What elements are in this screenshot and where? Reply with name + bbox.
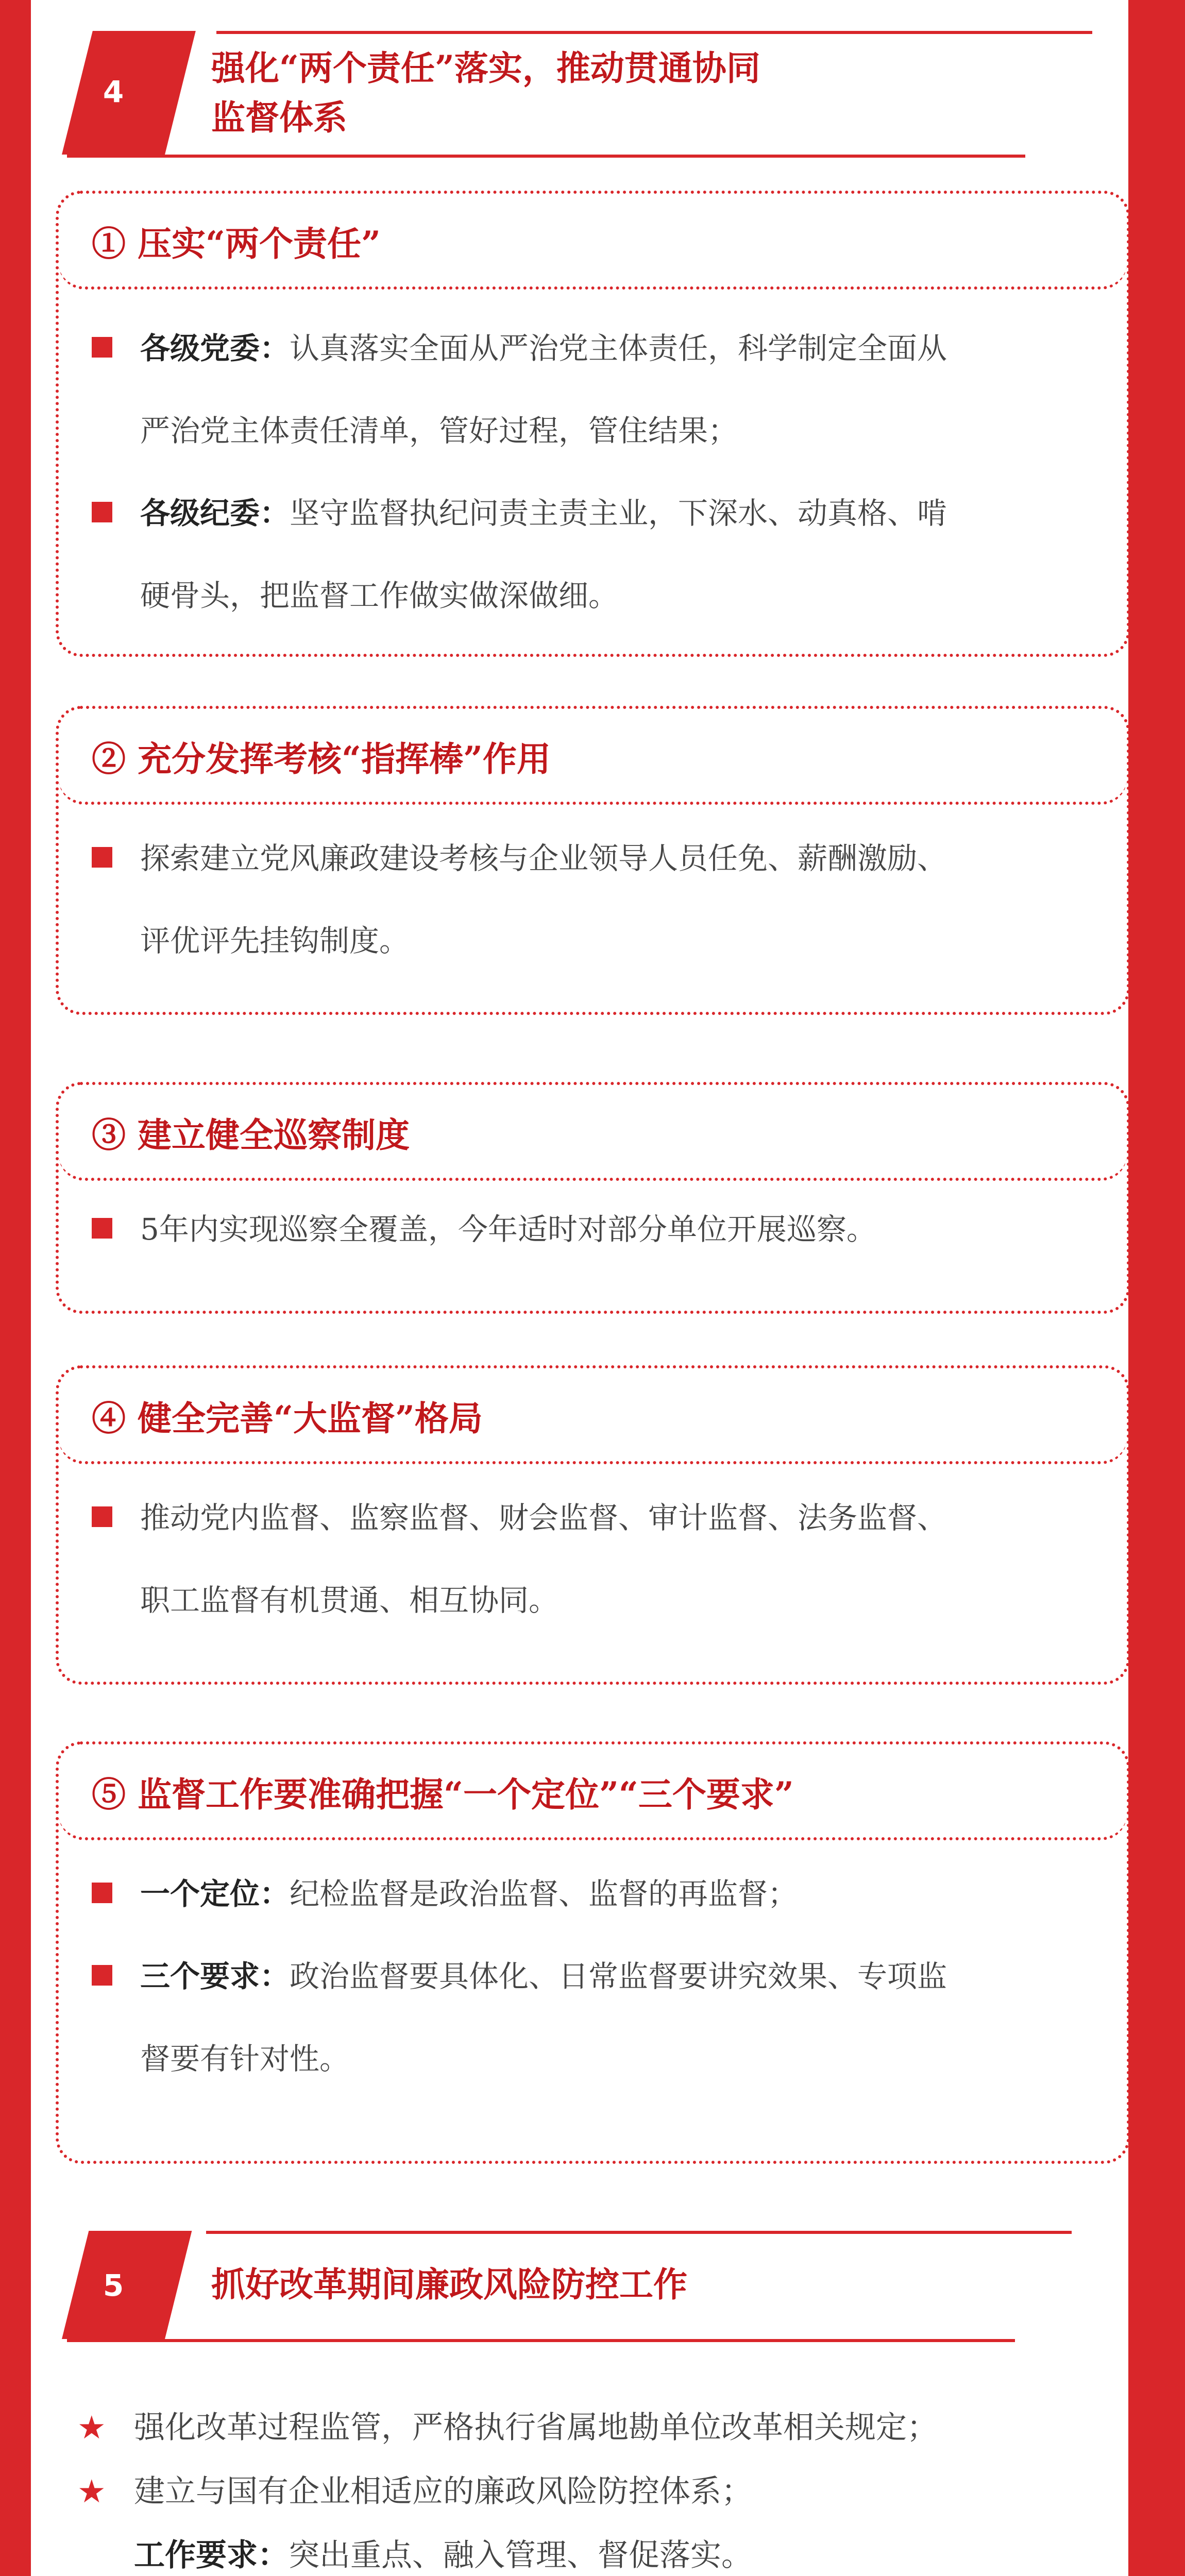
subsection-body: [92, 817, 1106, 982]
section-title-line1: 强化“两个责任”落实，推动贯通协同: [211, 48, 760, 88]
item-text: 推动党内监督、监察监督、财会监督、审计监督、法务监督、: [140, 1500, 947, 1535]
subsection-box-4: [56, 1365, 1130, 1685]
list-item: [92, 1477, 1106, 1641]
list-item: [92, 1188, 1106, 1270]
star-icon: ★: [77, 2409, 106, 2446]
subsection-body: [92, 1477, 1106, 1641]
subsection-title: ② 充分发挥考核“指挥棒”作用: [92, 739, 551, 779]
square-bullet-icon: [92, 1883, 112, 1903]
list-item: [92, 817, 1106, 982]
subsection-title: ⑤ 监督工作要准确把握“一个定位”“三个要求”: [92, 1774, 794, 1815]
item-text: 5年内实现巡察全覆盖，今年适时对部分单位开展巡察。: [140, 1212, 876, 1247]
item-text: 认真落实全面从严治党主体责任，科学制定全面从: [290, 331, 947, 366]
star-icon: ★: [77, 2472, 106, 2510]
section-4-header: [62, 31, 1041, 155]
section-title-line1: 抓好改革期间廉政风险防控工作: [211, 2264, 687, 2304]
item-text: 坚守监督执纪问责主责主业，下深水、动真格、啃: [290, 496, 947, 531]
section-5-list: [77, 2396, 1097, 2576]
subsection-title: ① 压实“两个责任”: [92, 224, 381, 264]
list-item: [92, 472, 1106, 637]
header-rule: [216, 31, 1092, 34]
item-lead: 三个要求：: [140, 1959, 290, 1994]
item-text: 督要有针对性。: [140, 2041, 350, 2076]
header-rule: [67, 155, 1025, 158]
item-lead: 各级纪委：: [140, 496, 290, 531]
square-bullet-icon: [92, 1506, 112, 1527]
item-text: 突出重点、融入管理、督促落实。: [289, 2537, 752, 2573]
list-item: [92, 1935, 1106, 2100]
subsection-title-bar: [59, 194, 1127, 290]
subsection-box-3: [56, 1082, 1130, 1314]
section-title-line2: 监督体系: [211, 97, 347, 138]
subsection-body: [92, 1853, 1106, 2100]
subsection-title: ③ 建立健全巡察制度: [92, 1115, 410, 1155]
list-item: [92, 1853, 1106, 1935]
subsection-title-bar: [59, 1368, 1127, 1464]
section-number: 4: [103, 74, 124, 109]
subsection-body: [92, 307, 1106, 637]
section-5-header: [62, 2231, 1041, 2339]
item-text: 评优评先挂钩制度。: [140, 923, 410, 958]
item-text: 政治监督要具体化、日常监督要讲究效果、专项监: [290, 1959, 947, 1994]
subsection-box-1: [56, 191, 1130, 657]
item-lead: 一个定位：: [140, 1876, 290, 1911]
header-rule: [67, 2339, 1015, 2342]
subsection-title-bar: [59, 1085, 1127, 1181]
item-text: 严治党主体责任清单，管好过程，管住结果；: [140, 413, 738, 448]
header-rule: [206, 2231, 1072, 2234]
item-text: 探索建立党风廉政建设考核与企业领导人员任免、薪酬激励、: [140, 841, 947, 876]
subsection-title-bar: [59, 709, 1127, 805]
item-text: 建立与国有企业相适应的廉政风险防控体系；: [134, 2473, 752, 2510]
square-bullet-icon: [92, 337, 112, 358]
subsection-box-2: [56, 706, 1130, 1015]
subsection-title-bar: [59, 1744, 1127, 1840]
list-item: [77, 2460, 1097, 2576]
item-text: 硬骨头，把监督工作做实做深做细。: [140, 578, 619, 613]
square-bullet-icon: [92, 1218, 112, 1239]
item-lead: 工作要求：: [134, 2537, 289, 2573]
item-text: 职工监督有机贯通、相互协同。: [140, 1583, 559, 1618]
item-text: 强化改革过程监管，严格执行省属地勘单位改革相关规定；: [134, 2410, 938, 2446]
item-text: 纪检监督是政治监督、监督的再监督；: [290, 1876, 798, 1911]
subsection-body: [92, 1188, 1106, 1270]
square-bullet-icon: [92, 1965, 112, 1986]
list-item: [92, 307, 1106, 472]
section-number: 5: [103, 2268, 124, 2303]
square-bullet-icon: [92, 847, 112, 868]
subsection-title: ④ 健全完善“大监督”格局: [92, 1398, 483, 1438]
square-bullet-icon: [92, 502, 112, 522]
list-item: [77, 2396, 1097, 2460]
item-lead: 各级党委：: [140, 331, 290, 366]
subsection-box-5: [56, 1741, 1130, 2164]
